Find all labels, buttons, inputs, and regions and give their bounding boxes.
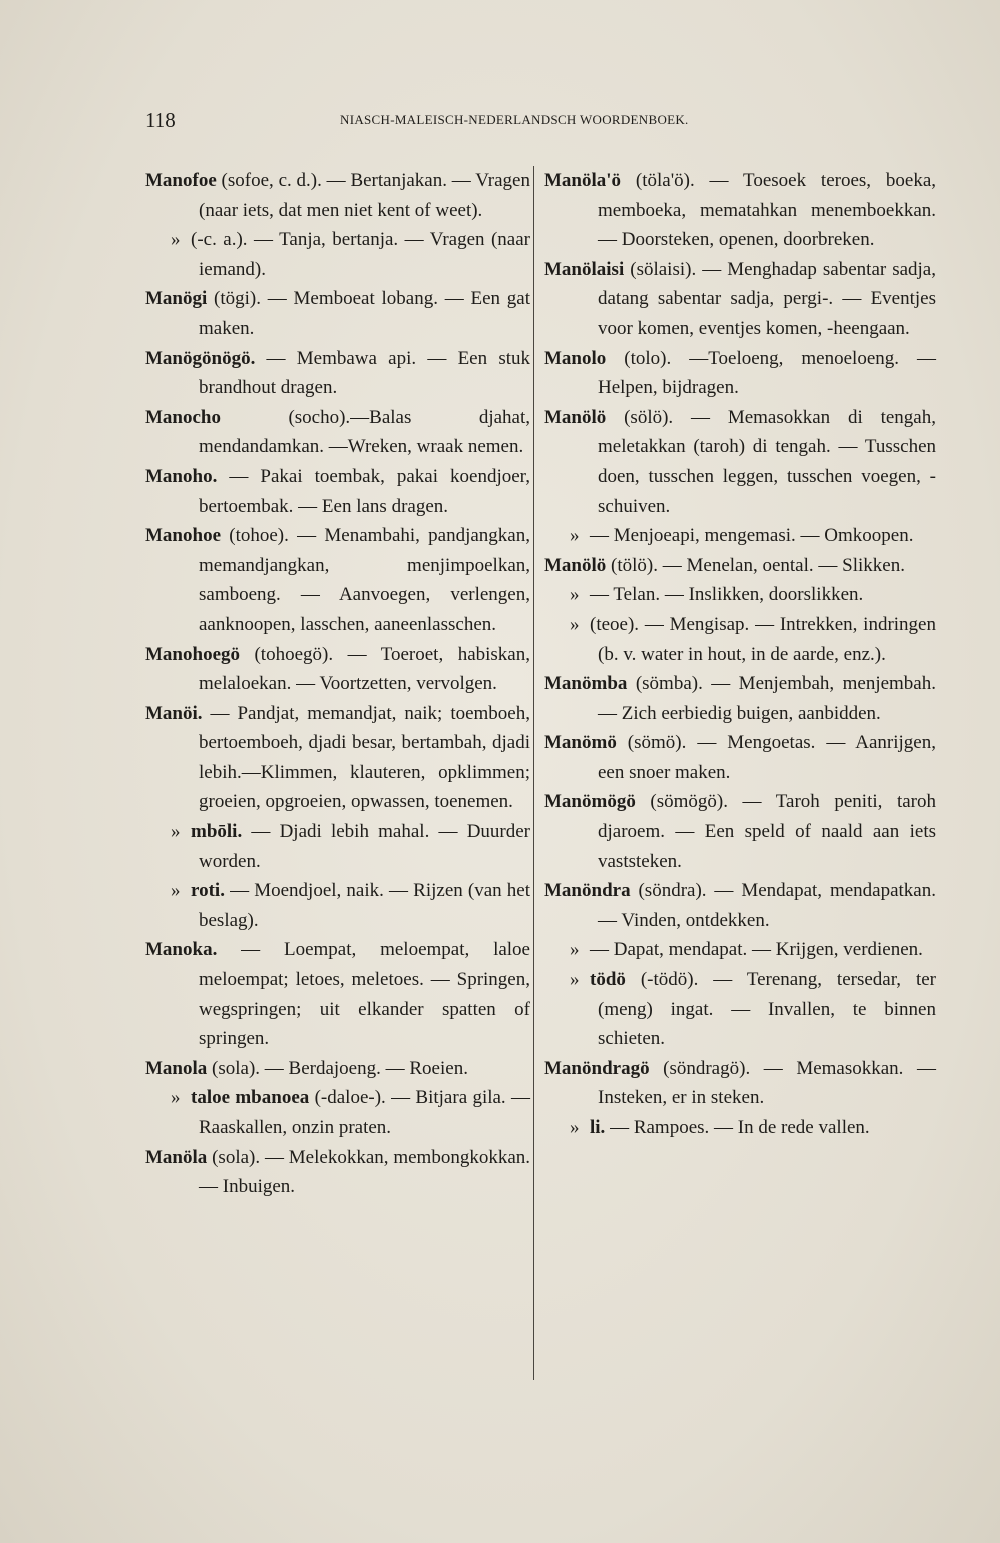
ditto-mark: »: [570, 939, 580, 961]
definition: — Pakai toembak, pakai koendjoer, bertoembak. — Een lans dragen.: [199, 465, 530, 517]
definition: — Membawa api. — Een stuk brandhout dragen.: [199, 347, 530, 399]
definition: — Loempat, meloempat, laloe meloempat; letoes, meletoes. — Springen, wegspringen; uit elkander spatten of springen.: [199, 939, 530, 1050]
dictionary-subentry: [145, 225, 530, 284]
definition: (sömögö). — Taroh peniti, taroh djaroem. — Een speld of naald aan iets vaststeken.: [598, 791, 936, 872]
definition: (sola). — Berdajoeng. — Roeien.: [207, 1057, 468, 1079]
headword: Manöi.: [145, 702, 203, 724]
headword: Manöla'ö: [544, 170, 622, 191]
dictionary-entry: [544, 787, 936, 876]
headword: Manoka.: [145, 939, 218, 961]
headword: Manöndra: [544, 880, 631, 902]
dictionary-entry: [145, 1143, 530, 1202]
dictionary-entry: [544, 166, 936, 255]
ditto-mark: »: [171, 1087, 181, 1109]
dictionary-entry: [145, 935, 530, 1053]
dictionary-entry: [145, 166, 530, 225]
dictionary-subentry: [544, 965, 936, 1054]
dictionary-subentry: [544, 935, 936, 965]
definition: (töla'ö). — Toesoek teroes, boeka, memboeka, mematahkan menemboekkan. — Doorsteken, openen, doorbreken.: [598, 170, 936, 251]
dictionary-entry: [145, 344, 530, 403]
definition: (-tödö). — Terenang, tersedar, ter (meng) ingat. — Invallen, te binnen schieten.: [598, 969, 936, 1050]
headword: Manölö: [544, 554, 607, 576]
dictionary-entry: [145, 699, 530, 817]
dictionary-entry: [544, 728, 936, 787]
ditto-mark: »: [171, 880, 181, 902]
definition: (söndragö). — Memasokkan. — Insteken, er in steken.: [598, 1057, 936, 1109]
ditto-mark: »: [570, 584, 580, 606]
definition: — Telan. — Inslikken, doorslikken.: [590, 584, 864, 606]
headword: li.: [590, 1117, 606, 1138]
definition: (tolo). —Toeloeng, menoeloeng. — Helpen, bijdragen.: [598, 347, 936, 399]
dictionary-subentry: [145, 1083, 530, 1142]
definition: (tohoe). — Menambahi, pandjangkan, memandjangkan, menjimpoelkan, samboeng. — Aanvoegen, verlengen, aanknoopen, lasschen, aaneenlasschen.: [199, 525, 530, 635]
headword: Manolo: [544, 347, 607, 369]
headword: Manocho: [145, 406, 221, 428]
headword: Manola: [145, 1057, 208, 1079]
page-number: 118: [145, 108, 176, 132]
definition: (sola). — Melekokkan, membongkokkan. — Inbuigen.: [199, 1146, 530, 1198]
dictionary-entry: [544, 1054, 936, 1113]
dictionary-entry: [544, 669, 936, 728]
dictionary-subentry: [544, 580, 936, 610]
headword: Manoho.: [145, 465, 218, 487]
dictionary-subentry: [145, 817, 530, 876]
page-header: [145, 108, 755, 138]
dictionary-entry: [544, 344, 936, 403]
dictionary-entry: [544, 876, 936, 935]
dictionary-entry: [145, 1054, 530, 1084]
definition: (-c. a.). — Tanja, bertanja. — Vragen (naar iemand).: [191, 229, 530, 280]
definition: (tögi). — Memboeat lobang. — Een gat maken.: [199, 288, 530, 339]
headword: Manohoegö: [145, 643, 240, 665]
definition: (socho).—Balas djahat, mendandamkan. —Wreken, wraak nemen.: [199, 406, 530, 458]
dictionary-entry: [145, 284, 530, 343]
headword: Manölö: [544, 406, 607, 428]
headword: Manömba: [544, 673, 628, 695]
definition: (tölö). — Menelan, oental. — Slikken.: [606, 554, 905, 576]
definition: (teoe). — Mengisap. — Intrekken, indringen (b. v. water in hout, in de aarde, enz.).: [590, 613, 936, 665]
ditto-mark: »: [570, 525, 580, 547]
definition: (tohoegö). — Toeroet, habiskan, melaloekan. — Voortzetten, vervolgen.: [199, 643, 530, 695]
definition: (sofoe, c. d.). — Bertanjakan. — Vragen (naar iets, dat men niet kent of weet).: [199, 170, 530, 221]
headword: Manömögö: [544, 791, 636, 813]
definition: — Djadi lebih mahal. — Duurder worden.: [199, 821, 530, 872]
definition: (sölö). — Memasokkan di tengah, meletakkan (taroh) di tengah. — Tusschen doen, tusschen leggen, tusschen voegen, -schuiven.: [598, 406, 936, 517]
dictionary-entry: [544, 403, 936, 521]
left-column: [145, 166, 530, 1202]
headword: taloe mbanoea: [191, 1087, 310, 1109]
dictionary-entry: [145, 403, 530, 462]
dictionary-subentry: [544, 1113, 936, 1143]
headword: Manögi: [145, 288, 208, 310]
ditto-mark: »: [171, 229, 181, 251]
definition: (-daloe-). — Bitjara gila. — Raaskallen, onzin praten.: [199, 1087, 531, 1138]
ditto-mark: »: [570, 1117, 580, 1138]
ditto-mark: »: [570, 613, 580, 635]
dictionary-subentry: [544, 610, 936, 669]
dictionary-entry: [145, 521, 530, 639]
headword: roti.: [191, 880, 225, 902]
headword: mbōli.: [191, 821, 243, 843]
headword: Manöndragö: [544, 1057, 650, 1079]
running-title: NIASCH-MALEISCH-NEDERLANDSCH WOORDENBOEK.: [340, 112, 689, 127]
definition: — Pandjat, memandjat, naik; toemboeh, bertoemboeh, djadi besar, bertambah, djadi lebih.—Klimmen, klauteren, opklimmen; groeien, opgroeien, opwassen, toenemen.: [199, 702, 530, 813]
dictionary-entry: [145, 640, 530, 699]
headword: tödö: [590, 969, 626, 991]
right-column: [544, 166, 936, 1143]
ditto-mark: »: [171, 821, 181, 843]
definition: (söndra). — Mendapat, mendapatkan. — Vinden, ontdekken.: [598, 880, 936, 931]
dictionary-entry: [544, 551, 936, 581]
definition: — Rampoes. — In de rede vallen.: [605, 1117, 870, 1138]
headword: Manögönögö.: [145, 347, 256, 369]
headword: Manölaisi: [544, 258, 625, 280]
definition: (sömba). — Menjembah, menjembah. — Zich eerbiedig buigen, aanbidden.: [598, 673, 936, 724]
dictionary-subentry: [544, 521, 936, 551]
dictionary-subentry: [145, 876, 530, 935]
headword: Manömö: [544, 732, 617, 754]
headword: Manohoe: [145, 525, 221, 547]
headword: Manofoe: [145, 170, 217, 191]
definition: — Moendjoel, naik. — Rijzen (van het beslag).: [199, 880, 530, 931]
definition: — Menjoeapi, mengemasi. — Omkoopen.: [590, 525, 914, 547]
dictionary-entry: [145, 462, 530, 521]
definition: (sömö). — Mengoetas. — Aanrijgen, een snoer maken.: [598, 732, 936, 783]
ditto-mark: »: [570, 969, 580, 991]
definition: — Dapat, mendapat. — Krijgen, verdienen.: [590, 939, 923, 961]
column-divider: [533, 166, 534, 1380]
dictionary-entry: [544, 255, 936, 344]
definition: (sölaisi). — Menghadap sabentar sadja, datang sabentar sadja, pergi-. — Eventjes voor komen, eventjes komen, -heengaan.: [598, 258, 936, 339]
headword: Manöla: [145, 1146, 208, 1168]
